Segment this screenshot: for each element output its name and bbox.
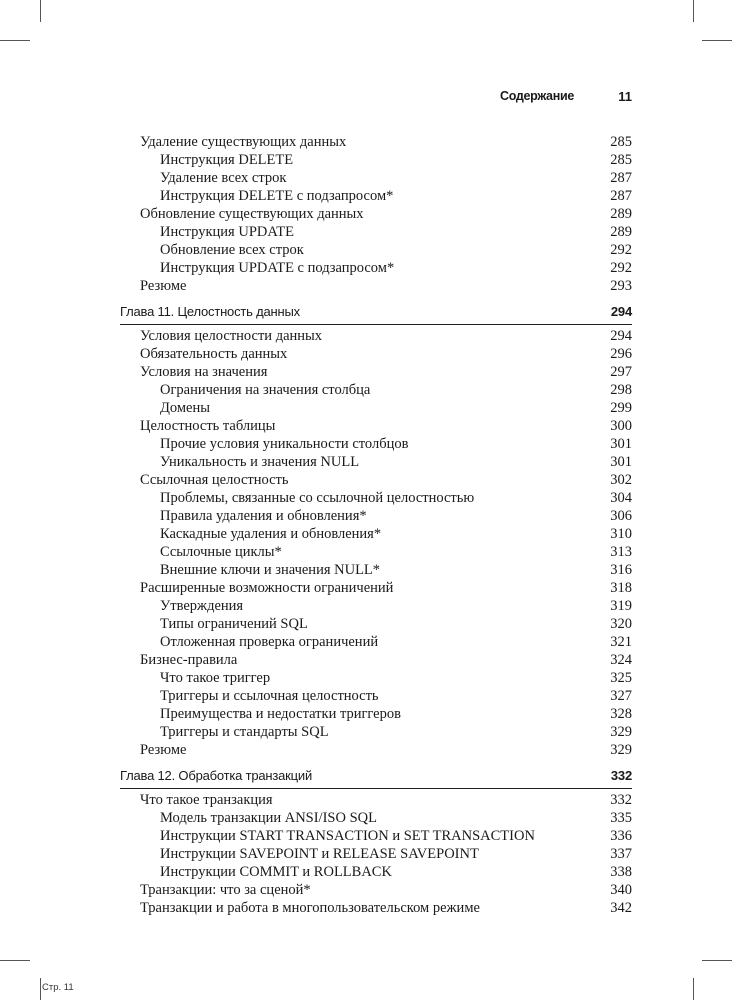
toc-entry-title: Инструкция DELETE с подзапросом* — [160, 188, 394, 204]
toc-entry-page-number: 293 — [610, 278, 632, 294]
toc-entry[interactable] — [120, 381, 632, 399]
toc-entry-page-number: 327 — [610, 688, 632, 704]
toc-entry-page-number: 306 — [610, 508, 632, 524]
toc-entry-title: Домены — [160, 400, 210, 416]
toc-entry[interactable] — [120, 899, 632, 917]
toc-entry-title: Модель транзакции ANSI/ISO SQL — [160, 810, 377, 826]
toc-entry-title: Ссылочная целостность — [140, 472, 289, 488]
running-head-page-number: 11 — [618, 89, 632, 104]
toc-entry-page-number: 329 — [610, 742, 632, 758]
table-of-contents — [120, 133, 632, 917]
toc-entry-page-number: 289 — [610, 206, 632, 222]
toc-entry-title: Ограничения на значения столбца — [160, 382, 371, 398]
toc-entry[interactable] — [120, 151, 632, 169]
toc-entry-title: Типы ограничений SQL — [160, 616, 308, 632]
toc-entry-title: Что такое транзакция — [140, 792, 273, 808]
toc-entry-page-number: 316 — [610, 562, 632, 578]
toc-entry[interactable] — [120, 741, 632, 759]
toc-entry-title: Глава 11. Целостность данных — [120, 304, 300, 319]
toc-entry-title: Каскадные удаления и обновления* — [160, 526, 382, 542]
toc-entry[interactable] — [120, 863, 632, 881]
toc-entry-page-number: 313 — [610, 544, 632, 560]
toc-entry-page-number: 300 — [610, 418, 632, 434]
toc-entry-page-number: 287 — [610, 170, 632, 186]
toc-entry-title: Инструкции SAVEPOINT и RELEASE SAVEPOINT — [160, 846, 479, 862]
toc-entry[interactable] — [120, 615, 632, 633]
toc-entry-title: Инструкция DELETE — [160, 152, 294, 168]
toc-entry-title: Триггеры и стандарты SQL — [160, 724, 329, 740]
toc-entry-page-number: 342 — [610, 900, 632, 916]
toc-entry-title: Что такое триггер — [160, 670, 271, 686]
toc-entry-page-number: 302 — [610, 472, 632, 488]
chapter-divider-rule — [120, 788, 632, 789]
toc-entry-page-number: 320 — [610, 616, 632, 632]
toc-entry-title: Бизнес-правила — [140, 652, 238, 668]
toc-entry-title: Условия на значения — [140, 364, 268, 380]
toc-entry[interactable] — [120, 651, 632, 669]
toc-entry-title: Транзакции и работа в многопользовательском режиме — [140, 900, 480, 916]
toc-entry[interactable] — [120, 277, 632, 295]
toc-entry[interactable] — [120, 241, 632, 259]
toc-entry-page-number: 292 — [610, 260, 632, 276]
toc-entry[interactable] — [120, 489, 632, 507]
toc-entry-page-number: 319 — [610, 598, 632, 614]
toc-entry-page-number: 335 — [610, 810, 632, 826]
toc-entry-page-number: 337 — [610, 846, 632, 862]
toc-entry[interactable] — [120, 705, 632, 723]
toc-entry-title: Резюме — [140, 742, 187, 758]
crop-mark-right-bottom — [702, 960, 732, 961]
crop-mark-left-top — [0, 40, 30, 41]
crop-mark-bottom-right — [693, 978, 694, 1000]
toc-entry[interactable] — [120, 525, 632, 543]
toc-entry[interactable] — [120, 133, 632, 151]
toc-entry[interactable] — [120, 809, 632, 827]
toc-entry-title: Ссылочные циклы* — [160, 544, 282, 560]
toc-entry-page-number: 297 — [610, 364, 632, 380]
toc-entry-title: Уникальность и значения NULL — [160, 454, 360, 470]
toc-entry-page-number: 296 — [610, 346, 632, 362]
toc-entry[interactable] — [120, 845, 632, 863]
toc-entry-page-number: 318 — [610, 580, 632, 596]
toc-entry-title: Инструкция UPDATE — [160, 224, 294, 240]
crop-mark-top-right — [693, 0, 694, 22]
crop-mark-left-bottom — [0, 960, 30, 961]
toc-entry[interactable] — [120, 417, 632, 435]
toc-entry-page-number: 294 — [610, 328, 632, 344]
toc-entry-page-number: 301 — [610, 454, 632, 470]
toc-entry[interactable] — [120, 223, 632, 241]
toc-entry-title: Условия целостности данных — [140, 328, 323, 344]
toc-entry[interactable] — [120, 723, 632, 741]
toc-entry-title: Расширенные возможности ограничений — [140, 580, 394, 596]
toc-entry[interactable] — [120, 579, 632, 597]
toc-entry[interactable] — [120, 881, 632, 899]
toc-entry-title: Инструкции START TRANSACTION и SET TRANSACTION — [160, 828, 535, 844]
toc-entry-page-number: 324 — [610, 652, 632, 668]
toc-entry-title: Прочие условия уникальности столбцов — [160, 436, 409, 452]
toc-entry-page-number: 332 — [610, 768, 632, 783]
chapter-divider-rule — [120, 324, 632, 325]
toc-entry[interactable] — [120, 827, 632, 845]
toc-entry-page-number: 310 — [610, 526, 632, 542]
toc-chapter-heading[interactable] — [120, 765, 632, 787]
toc-entry-title: Обновление существующих данных — [140, 206, 364, 222]
toc-entry[interactable] — [120, 561, 632, 579]
toc-entry[interactable] — [120, 453, 632, 471]
toc-entry-page-number: 294 — [610, 304, 632, 319]
crop-mark-right-top — [702, 40, 732, 41]
toc-entry[interactable] — [120, 345, 632, 363]
toc-entry-title: Резюме — [140, 278, 187, 294]
toc-entry[interactable] — [120, 205, 632, 223]
toc-entry[interactable] — [120, 169, 632, 187]
toc-entry-page-number: 299 — [610, 400, 632, 416]
toc-entry-page-number: 329 — [610, 724, 632, 740]
running-head-title: Содержание — [499, 89, 574, 103]
toc-entry-page-number: 285 — [610, 134, 632, 150]
toc-entry-page-number: 289 — [610, 224, 632, 240]
toc-entry-page-number: 321 — [610, 634, 632, 650]
toc-entry-title: Обновление всех строк — [160, 242, 304, 258]
toc-entry[interactable] — [120, 791, 632, 809]
toc-entry-page-number: 325 — [610, 670, 632, 686]
toc-entry-page-number: 285 — [610, 152, 632, 168]
running-head — [120, 89, 632, 107]
toc-entry-page-number: 298 — [610, 382, 632, 398]
toc-entry-title: Утверждения — [160, 598, 244, 614]
toc-entry-page-number: 340 — [610, 882, 632, 898]
toc-entry-title: Внешние ключи и значения NULL* — [160, 562, 381, 578]
toc-entry[interactable] — [120, 435, 632, 453]
toc-entry-title: Проблемы, связанные со ссылочной целостностью — [160, 490, 475, 506]
toc-entry-page-number: 304 — [610, 490, 632, 506]
toc-entry-page-number: 338 — [610, 864, 632, 880]
toc-entry[interactable] — [120, 327, 632, 345]
toc-entry-page-number: 332 — [610, 792, 632, 808]
toc-entry-page-number: 328 — [610, 706, 632, 722]
toc-entry-page-number: 301 — [610, 436, 632, 452]
toc-entry[interactable] — [120, 543, 632, 561]
toc-entry-title: Глава 12. Обработка транзакций — [120, 768, 313, 783]
toc-chapter-heading[interactable] — [120, 301, 632, 323]
toc-entry[interactable] — [120, 363, 632, 381]
toc-entry-title: Преимущества и недостатки триггеров — [160, 706, 401, 722]
toc-entry[interactable] — [120, 669, 632, 687]
toc-entry-title: Инструкции COMMIT и ROLLBACK — [160, 864, 392, 880]
toc-entry-title: Транзакции: что за сценой* — [140, 882, 311, 898]
toc-entry-title: Обязательность данных — [140, 346, 288, 362]
toc-entry-title: Целостность таблицы — [140, 418, 276, 434]
toc-entry[interactable] — [120, 507, 632, 525]
toc-entry[interactable] — [120, 187, 632, 205]
page-footer-label: Стр. 11 — [42, 982, 74, 993]
toc-entry[interactable] — [120, 471, 632, 489]
toc-entry[interactable] — [120, 399, 632, 417]
toc-entry-title: Триггеры и ссылочная целостность — [160, 688, 379, 704]
toc-entry-title: Удаление существующих данных — [140, 134, 347, 150]
toc-entry[interactable] — [120, 633, 632, 651]
toc-entry-title: Отложенная проверка ограничений — [160, 634, 379, 650]
toc-entry[interactable] — [120, 597, 632, 615]
toc-entry-page-number: 336 — [610, 828, 632, 844]
toc-entry-title: Удаление всех строк — [160, 170, 287, 186]
toc-entry[interactable] — [120, 259, 632, 277]
toc-entry-title: Инструкция UPDATE с подзапросом* — [160, 260, 395, 276]
toc-entry-page-number: 287 — [610, 188, 632, 204]
crop-mark-bottom-left — [40, 978, 41, 1000]
toc-entry-page-number: 292 — [610, 242, 632, 258]
crop-mark-top-left — [40, 0, 41, 22]
toc-entry-title: Правила удаления и обновления* — [160, 508, 367, 524]
toc-entry[interactable] — [120, 687, 632, 705]
